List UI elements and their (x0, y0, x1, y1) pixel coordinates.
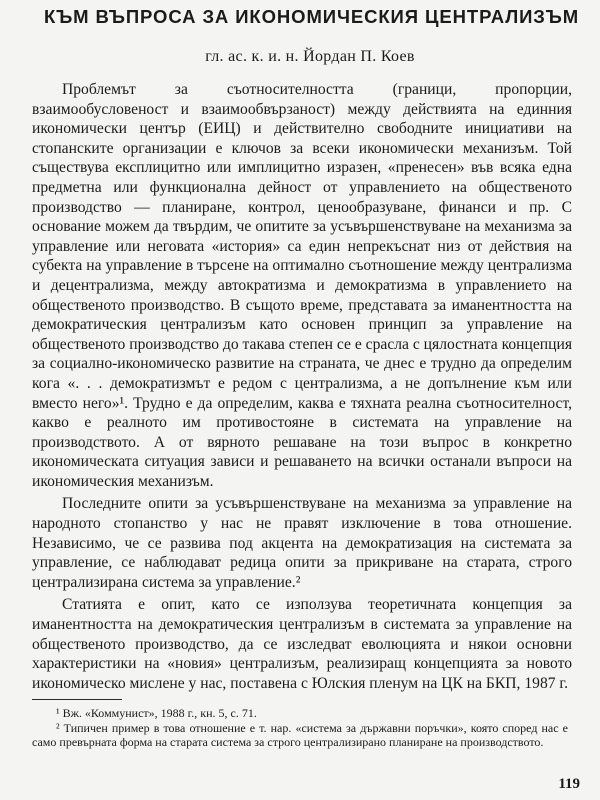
body-paragraph-3: Статията е опит, като се използува теоретичната концепция за иманентността на демократическия централизъм в системата за управление на общественото производство, да се изследват еволюцията и някои основни характеристики на «новия» централизъм, реализиращ концепцията за новото икономическо мислене у нас, поставена с Юлския пленум на ЦК на БКП, 1987 г. (32, 596, 572, 692)
footnotes (32, 706, 568, 750)
body-paragraph-1: Проблемът за съотносителността (граници, пропорции, взаимообусловеност и взаимообвързаност) между действията на единния икономически център (ЕИЦ) и действително свободните инициативи на стопанските организации е ключов за всеки икономически механизъм. Той съществува експлицитно или имплицитно изразен, «пренесен» във всяка една предметна или функционална дейност от управлението на общественото производство — планиране, контрол, ценообразуване, финанси и пр. С основание можем да твърдим, че опитите за усъвършенствуване на механизма за управление или неговата «история» са един непрекъснат низ от действия на субекта на управление в търсене на оптимално съотношение между централизма и децентрализма, между автократизма и демократизма в управлението на общественото производство. В същото време, представата за иманентността на демократическия централизъм като основен принцип за управление на общественото производство до такава степен се е срасла с цялостната концепция за социално-икономическо развитие на страната, че днес е трудно да определим кога «. . . демократизмът е редом с централизма, а не допълнение към или вместо него»¹. Трудно е да определим, каква е тяхната реална съотносителност, какво е реалното им противостояне в системата на управление на производството. А от вярното решаване на този въпрос в конкретно икономическата ситуация зависи и решаването на всички останали въпроси на икономическия механизъм. (32, 81, 572, 490)
footnote-2: ² Типичен пример в това отношение е т. нар. «система за държавни поръчки», която според нас е само превърната форма на старата система за строго централизирано планиране на производството. (32, 720, 568, 749)
article-body (32, 80, 572, 696)
article-title: КЪМ ВЪПРОСА ЗА ИКОНОМИЧЕСКИЯ ЦЕНТРАЛИЗЪМ (44, 6, 580, 27)
page-number: 119 (558, 776, 580, 792)
footnote-1: ¹ Вж. «Коммунист», 1988 г., кн. 5, с. 71. (56, 706, 257, 720)
body-paragraph-2: Последните опити за усъвършенствуване на механизма за управление на народното стопанство у нас не правят изключение в това отношение. Независимо, че се развива под акцента на демократизация на системата за управление, се наблюдават редица опити за прикриване на старата, строго централизирана система за управление.² (32, 495, 572, 591)
footnote-divider (32, 699, 122, 700)
author-line: гл. ас. к. и. н. Йордан П. Коев (205, 48, 415, 65)
